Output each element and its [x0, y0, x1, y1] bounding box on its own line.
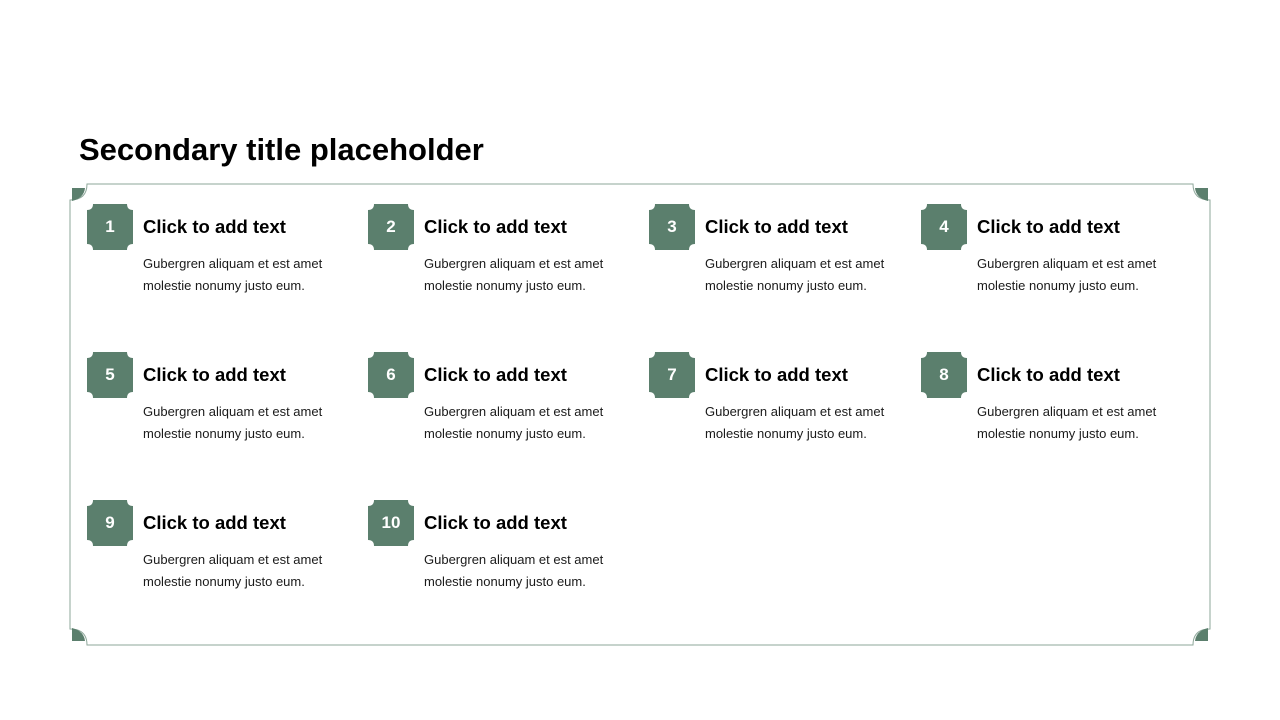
item-description[interactable]: Gubergren aliquam et est amet molestie nonumy justo eum. — [424, 552, 604, 589]
item-description[interactable]: Gubergren aliquam et est amet molestie nonumy justo eum. — [143, 256, 323, 293]
item-description[interactable]: Gubergren aliquam et est amet molestie nonumy justo eum. — [424, 256, 604, 293]
item-title[interactable]: Click to add text — [143, 364, 286, 385]
number-badge — [368, 352, 414, 398]
number-badge — [649, 204, 695, 250]
item-description[interactable]: Gubergren aliquam et est amet molestie nonumy justo eum. — [705, 404, 885, 441]
item-description[interactable]: Gubergren aliquam et est amet molestie nonumy justo eum. — [977, 256, 1157, 293]
item-description[interactable]: Gubergren aliquam et est amet molestie nonumy justo eum. — [705, 256, 885, 293]
item-description[interactable]: Gubergren aliquam et est amet molestie nonumy justo eum. — [977, 404, 1157, 441]
list-item — [921, 204, 1181, 304]
item-title[interactable]: Click to add text — [424, 512, 567, 533]
list-item — [649, 204, 909, 304]
list-item — [368, 204, 628, 304]
badge-number: 8 — [939, 365, 949, 384]
badge-number: 4 — [939, 217, 949, 236]
list-item — [921, 352, 1181, 452]
badge-number: 1 — [105, 217, 115, 236]
number-badge — [921, 204, 967, 250]
number-badge — [368, 500, 414, 546]
badge-number: 6 — [386, 365, 396, 384]
item-description[interactable]: Gubergren aliquam et est amet molestie nonumy justo eum. — [143, 552, 323, 589]
item-description[interactable]: Gubergren aliquam et est amet molestie nonumy justo eum. — [143, 404, 323, 441]
number-badge — [921, 352, 967, 398]
list-item — [368, 352, 628, 452]
badge-number: 7 — [667, 365, 677, 384]
badge-number: 9 — [105, 513, 115, 532]
item-title[interactable]: Click to add text — [143, 512, 286, 533]
badge-number: 3 — [667, 217, 677, 236]
page-title[interactable]: Secondary title placeholder — [79, 132, 484, 167]
number-badge — [87, 500, 133, 546]
list-item — [649, 352, 909, 452]
list-item — [368, 500, 628, 600]
item-title[interactable]: Click to add text — [977, 364, 1120, 385]
list-item — [87, 204, 347, 304]
item-title[interactable]: Click to add text — [977, 216, 1120, 237]
badge-number: 10 — [381, 513, 401, 532]
badge-number: 5 — [105, 365, 115, 384]
list-item — [87, 352, 347, 452]
number-badge — [649, 352, 695, 398]
badge-number: 2 — [386, 217, 396, 236]
item-title[interactable]: Click to add text — [143, 216, 286, 237]
number-badge — [368, 204, 414, 250]
item-title[interactable]: Click to add text — [424, 216, 567, 237]
number-badge — [87, 352, 133, 398]
list-item — [87, 500, 347, 600]
number-badge — [87, 204, 133, 250]
item-description[interactable]: Gubergren aliquam et est amet molestie nonumy justo eum. — [424, 404, 604, 441]
item-title[interactable]: Click to add text — [705, 364, 848, 385]
item-title[interactable]: Click to add text — [705, 216, 848, 237]
item-title[interactable]: Click to add text — [424, 364, 567, 385]
